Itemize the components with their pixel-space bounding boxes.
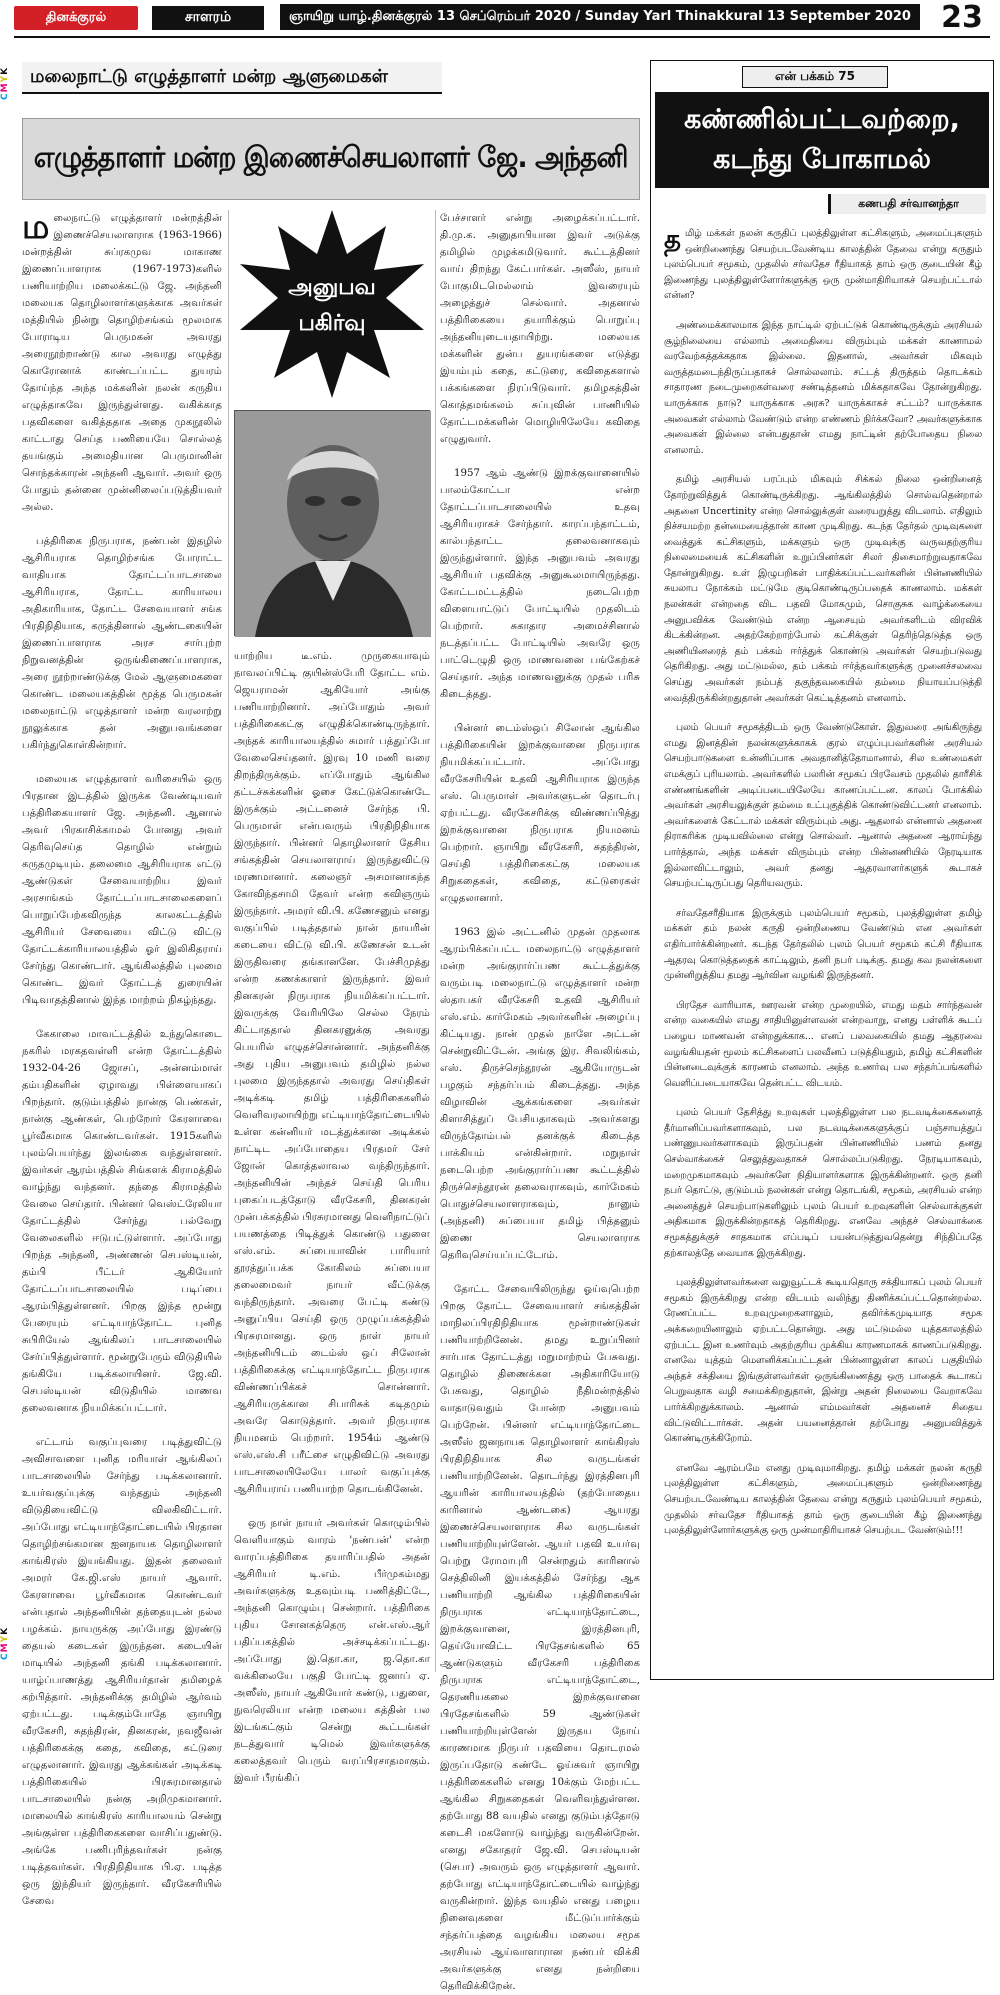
drop-cap: த bbox=[664, 225, 681, 255]
column-divider bbox=[435, 210, 436, 1672]
article-paragraph: மலையக எழுத்தாளர் வரிசையில் ஒரு பிரதான இடத்தில் இருக்க வேண்டியவர் பத்திரிகையாளர் ஜே. அந்தனி. ஆனால் அவர் பிரகாசிக்காமல் போனது அவர் தெரிவுசெய்த தொழில் என்றும் கருதமுடியும். தலைமை ஆசிரியராக எட்டு ஆண்டுகள் சேவையாற்றிய இவர் அரசாங்கம் தோட்டப்பாடசாலைகளைப் பொறுப்பேற்கவிருந்த காலகட்டத்தில் ஆசிரியர் சேவையை விட்டு விட்டு தோட்டக்காரியாலயத்தில் ஓர் இலிகிதராய் சேர்ந்து கொண்டார். ஆங்கிலத்தில் புலமை கொண்ட இவர் தோட்டத் துரையின் பிடிவாதத்தினால் இந்த மாற்றம் நிகழ்ந்தது. bbox=[22, 774, 222, 1006]
headline-box bbox=[22, 118, 640, 200]
column-paragraph: தமிழ் அரசியல் பரப்பும் மிகவும் சிக்கல் நிலை ஒன்றினைத் தோற்றுவித்துக் கொண்டிருக்கிறது. ஆங்கிலத்தில் சொல்வதென்றால் அதனை Uncertinity என்ற சொல்லுக்குள் வரையறுத்து விடலாம். எதிலும் நிச்சயமற்ற தன்மையைத்தான் காண முடிகிறது. கடந்த தேர்தல் முடிவுகளை வைத்துக் கட்சிகளும், மக்களும் ஒரு முடிவுக்கு வருவதற்குரிய நிலைமையைக் கட்சிகளின் உறுப்பினர்கள் சிலர் திசைமாற்றுவதாகவே தோன்றுகிறது. உள் இழுபறிகள் பாதிக்கப்பட்டவர்களின் பின்னணியில் சுயலாப நோக்கம் மட்டுமே குடிகொண்டிருப்பதைக் காணலாம். மக்கள் நலன்கள் என்றதை விட பதவி மோகமும், சொகுசுக வாழ்க்கையை அனுபவிக்க வேண்டும் என்ற ஆசையும் அவர்களிடம் விரவிக் கிடக்கின்றன. அதற்கேற்றாற்போல் கட்சிக்குள் தெரிந்தெடுத்த ஒரு அணியினரைத் தம் பக்கம் ஈர்த்துக் கொண்டு அவர்கள் செயற்படுவது தெரிகிறது. அது மட்டுமல்ல, தம் பக்கம் ஈர்த்தவர்களுக்கு முனைச்சலவை செய்து அவர்கள் நம்பத் தகுந்தவகையில் தம்மை நியாயப்படுத்தி வைத்திருக்கின்றதுதான் அவர்கள் கெட்டித்தனம் எனலாம். bbox=[664, 474, 982, 704]
column-series-tag: என் பக்கம் 75 bbox=[742, 66, 888, 88]
column-paragraph: புலம் பெயர் தேசித்து உறவுகள் புலத்திலுள்ள பல நடவடிக்கைகளைத் தீர்மானிப்பவர்களாகவும், பல நடவடிக்கைகளுக்குப் பஞ்சாயத்துப் பண்ணுபவர்களாகவும் இருப்பதன் பின்னணியில் பணம் தனது செல்வாக்கைச் செலுத்துவதாகச் சொல்லப்படுகிறது. நேரடியாகவும், மறைமுகமாகவும் அவர்களே நிதியாளர்களாக இருக்கின்றனர். ஒரு தனி நபர் தொட்டு, குடும்பம் நலன்கள் என்று தொடங்கி, சமூகம், அரசியல் என்ற அனைத்துச் செயற்பாடுகளிலும் புலம் பெயர் உறவுகளின் செல்வாக்குகள் அதிகமாக இருக்கின்றதாகத் தெரிகிறது. எனவே அந்தச் செல்வாக்கை சமூகத்துக்குச் சாதகமாக எப்படிப் பயன்படுத்துவதென்று சிந்திப்பதே தற்காலத்தே வையாக இருக்கிறது. bbox=[664, 1107, 982, 1259]
article-column-2 bbox=[234, 648, 430, 1784]
section-name: சாளரம் bbox=[152, 6, 264, 30]
article-paragraph: பத்திரிகை நிருபராக, நண்பன் இதழில் ஆசிரியராக தொழிற்சங்க போராட்ட வாதியாக தோட்டப்பாடசாலை ஆசிரியராக, தோட்ட காரியாலய அதிகாரியாக, தோட்ட சேவையாளர் சங்க பிரதிநிதியாக, கருத்தினால் ஆண்டகையின் இணைப்பாளராக அரச சார்புற்ற நிறுவனத்தின் ஒருங்கிணைப்பாளராக, அரை நூற்றாண்டுக்கு மேல் ஆளுமைகளை கொண்ட மலையகத்தின் மூத்த பெருமகன் மலைநாட்டு எழுத்தாளர் மன்ற வரலாற்று நூலுக்காக தன் அனுபவங்களை பகிர்ந்துகொள்கின்றார். bbox=[22, 536, 222, 751]
article-paragraph: பேச்சாளர் என்று அழைக்கப்பட்டார். தி.மு.க. அனுதாபியான இவர் அடுக்கு தமிழில் முழக்கமிடுவார். கூட்டத்தினர் வாய் திறந்து கேட்பார்கள். அஸீஸ், நாயர் போகுமிடமெல்லாம் இவரையும் அழைத்துச் செல்வார். அதனால் பத்திரிகையை தயாரிக்கும் பொறுப்பு அந்தனியுடையதாயிற்று. மலையக மக்களின் துன்ப துயரங்களை எடுத்து இயம்பும் கதை, கட்டுரை, கவிதைகளால் பக்கங்களை நிரப்பிடுவார். தமிழகத்தின் கொத்தமங்கலம் சுப்புவின் பாணியில் தோட்டமக்களின் மொழியிலேயே கவிதை எழுதுவார். bbox=[440, 213, 640, 445]
column-divider bbox=[228, 210, 229, 1672]
article-paragraph: ஒரு நாள் நாயர் அவர்கள் கொழும்பில் வெளியாகும் வாரம் 'நண்பன்' என்ற வாரப்பத்திரிகை தயாரிப்பதில் அதன் ஆசிரியர் டி.எம். பீர்முகம்மது அவர்களுக்கு உதவும்படி பணித்திட்டே, அந்தனி கொழும்பு சென்றார். பத்திரிகை புதிய சோனகத்தெரு என்.எஸ்.ஆர் பதிப்பகத்தில் அச்சடிக்கப்பட்டது. அப்போது இ.தொ.கா, ஜ.தொ.கா வக்கிலையே பகுதி போட்டி ஜனாப் ஏ. அஸீஸ், நாயர் ஆகியோர் கண்டு, பதுளை, நுவரெலியா என்ற மலைய கத்தின் பல இடங்கட்கும் சென்று கூட்டங்கள் நடத்துவார் டிமெல் இவர்களுக்கு கலைத்தவர் பெரும் வரப்பிரசாதமாகும். இவர் பீரங்கிப் bbox=[234, 1518, 430, 1784]
registration-marks-bottom: CMYK bbox=[0, 1626, 10, 1660]
badge-star-shape bbox=[240, 210, 424, 398]
drop-cap: ம bbox=[22, 207, 50, 247]
column-paragraph: அண்மைக்காலமாக இந்த நாட்டில் ஏற்பட்டுக் கொண்டிருக்கும் அரசியல் சூழ்நிலையை எல்லாம் அமைதியை விரும்பும் மக்கள் காணாமல் வரவேற்கத்தக்கதாக இல்லை. இதனால், அவர்கள் மிகவும் வருத்தமடைந்திருப்பதாகச் சொல்லலாம். சட்டத் திருத்தம் தொடக்கம் சாதாரண நடைமுறைகள்வரை சண்டித்தனம் மிக்கதாகவே தோன்றுகிறது. யாருக்காக நாடு? யாருக்காக அரசு? யாருக்காகச் சட்டம்? யாருக்காக அவைகள் எல்லாம் வேண்டும் என்ற எண்ணம் நிர்க்கவோ? அவர்களுக்காக அவைகள் இல்லை என்பதுதான் எமது நாட்டின் தற்போதைய நிலை எனலாம். bbox=[664, 319, 982, 456]
article-paragraph: தோட்ட சேவையிலிருந்து ஓய்வுபெற்ற பிறகு தோட்ட சேவையாளர் சங்கத்தின் மாநிலப்பிரதிநிதியாக மூன்றாண்டுகள் பணியாற்றினேன். தமது உறுப்பினர் சார்பாக தோட்டத்து மறுமாற்றம் பேசுவது. தொழில் திணைக்கள அதிகாரியோடு பேசுவது, தொழில் நீதிமன்றத்தில் வாதாடுவதும் போன்ற அனுபவம் பெற்றேன். பின்னர் எட்டியாந்தோட்டை அஸீஸ் ஜனநாயக தொழிலாளர் காங்கிரஸ் பிரதிநிதியாக சில வருடங்கள் பணியாற்றினேன். தொடர்ந்து இரத்தினபுரி ஆயரின் காரியாலயத்தில் (தற்போதைய காரினால் ஆண்டகை) ஆயரது இணைச்செயலாளராக சில வருடங்கள் பணியாற்றியுள்ளேன். ஆயர் பதவி உயர்வு பெற்று ரோமாபுரி சென்றதும் காரினால் செத்திலினி இயக்கத்தில் சேர்ந்து ஆக பணியாற்றி ஆங்கில பத்திரிகையின் நிருபராக எட்டியாந்தோட்டை, இறக்குவானை, இரத்தினபுரி, தெய்யோவிட்ட பிரதேசங்களில் 65 ஆண்டுகளும் வீரகேசரி பத்திரிகை நிருபராக எட்டியாந்தோட்டை, தெரணியகலை இறக்குவானை பிரதேசங்களில் 59 ஆண்டுகள் பணியாற்றியுள்ளேன் இருதய நோய் காரணமாக நிருபர் பதவியை தொடரமல் இருப்பதோடு கண்டே ஓய்சுவர் ஞாயிறு பத்திரிகைகளில் எனது 10க்கும் மேற்பட்ட ஆங்கில சிறுகதைகள் வெளிவந்துள்ளன. தற்போது 88 வயதில் எனது குடும்பத்தோடு கடைசி மகளோடு வாழ்ந்து வருகின்றேன். எனது சகோதரர் ஜே.வி. செபஸ்டியன் (செபா) அவரும் ஒரு எழுத்தாளர் ஆவார். தற்போது எட்டியாந்தோட்டையில் வாழ்ந்து வருகின்றார். இந்த வயதில் எனது பழைய நினைவுகளை மீட்டுப்பார்க்கும் சந்தர்ப்பத்தை வழங்கிய மலைய சமூக அரசியல் ஆய்வாளாரான நண்பர் விக்கி அவர்களுக்கு எனது நன்றியை தெரிவிக்கிறேன். bbox=[440, 1284, 640, 1992]
column-headline-line-2: கடந்து போகாமல் bbox=[713, 144, 931, 175]
article-paragraph: பின்னர் டைம்ஸ்ஒப் சிலோன் ஆங்கில பத்திரிகையின் இறக்குவானை நிருபராக நியமிக்கப்பட்டார். அப்போது வீரகேசரியின் உதவி ஆசிரியராக இருந்த எஸ். பெருமாள் அவர்களுடன் தொடர்பு ஏற்பட்டது. வீரகேசரிக்கு விண்ணப்பித்து இறக்குவானை நிருபராக நியமனம் பெற்றார். ஞாயிறு வீரகேசரி, சுதந்திரன், செய்தி பத்திரிகைகட்கு மலையக சிறுகதைகள், கவிதை, கட்டுரைகள் எழுதலானார். bbox=[440, 723, 640, 904]
portrait-photo bbox=[234, 410, 430, 636]
author-byline: கணபதி சர்வானந்தா bbox=[828, 194, 986, 214]
column-headline-box bbox=[655, 92, 989, 188]
column-paragraph: புலம் பெயர் சமூகத்திடம் ஒரு வேண்டுகோள். இதுவரை அங்கிருந்து எமது இனத்தின் நலன்களுக்காகக் குரல் எழுப்புபவர்களின் அரசியல் செயற்பாடுகளை உன்னிப்பாக அவதானித்தோமானால், சில உண்மைகள் எமக்குப் புரியலாம். அவர்களில் பலரின் சமூகப் பிரவேசம் முதலில் தாரீசிக் எண்ணங்களின் அடிப்படையிலேயே காணப்பட்டன. காலப் போக்கில் அவர்கள் அரசியலுக்குள் தம்மை உட்புகுத்திக் கொண்டுவிட்டனர் எனலாம். அவர்களைக் கேட்டால் மக்கள் விரும்பும் அது. ஆதலால் என்னால் அதனை நிராகரிக்க முடியவில்லை என்று சொல்வர். ஆனால் அதனை ஆராய்ந்து பார்த்தால், அந்த மக்கள் விரும்பும் என்ற பின்னணியில் நேரடியாக இல்லாவிட்டாலும், அவர் தனது ஆதரவாளர்களுக் கூடாகச் செயற்பட்டிருப்பது தெரியவரும். bbox=[664, 722, 982, 890]
article-headline: எழுத்தாளர் மன்ற இணைச்செயலாளர் ஜே. அந்தனி bbox=[34, 140, 628, 174]
article-paragraph: எட்டாம் வகுப்புவரை படித்துவிட்டு அவிசாவளை புனித மரியாள் ஆங்கிலப் பாடசாலையில் சேர்ந்து படிக்கலானார். உயர்வகுப்புக்கு வந்ததும் அந்தனி விடுதியைவிட்டு விலகிவிட்டார். அப்போது எட்டியாந்தோட்டையில் பிரதான தொழிற்சங்கமான ஐனநாயக தொழிலாளர் காங்கிரஸ் இயங்கியது. இதன் தலைவர் அமரர் கே.ஜி.எஸ் நாயர் ஆவார். கேரளாவை பூர்வீகமாக கொண்டவர் என்பதால் அந்தனியின் தந்தையுடன் நல்ல பழக்கம். நாயருக்கு அப்போது இரண்டு தையல் கடைகள் இருந்தன. கடையின் மாடியில் அந்தனி தங்கி படிக்கலானார். யாழ்ப்பாணத்து ஆசிரியர்தான் தமிழைக் கற்பித்தார். அந்தனிக்கு தமிழில் ஆர்வம் ஏற்பட்டது. படிக்கும்போதே ஞாயிறு வீரகேசரி, சுதந்திரன், தினகரன், நவஜீவன் பத்திரிகைக்கு கதை, கவிதை, கட்டுரை எழுதலானார். இவரது ஆக்கங்கள் அடிக்கடி பத்திரிகையில் பிரசுரமானதால் பாடசாலையில் நன்கு அறிமுகமானார். மாலையில் காங்கிரஸ் காரியாலயம் சென்று அங்குள்ள பத்திரிகைகளை வாசிப்பதுண்டு. அங்கே பணிபுரிந்தவர்கள் நன்கு படித்தவர்கள். பிரதிநிதியாக பி.ஏ. படித்த ஒரு இந்தியர் இருந்தார். வீரகேசரியில் சேவை bbox=[22, 1437, 222, 1907]
experience-sharing-badge bbox=[234, 206, 430, 402]
article-paragraph: 1957 ஆம் ஆண்டு இறக்குவானையில் பாலம்கோட்டா என்ற தோட்டப்பாடசாலையில் உதவு ஆசிரியராகச் சேர்ந்தார். காரப்பந்தாட்டம், கால்பந்தாட்ட தலைவனாகவும் இருந்துள்ளார். இந்த அனுபவம் அவரது ஆசிரியர் பதவிக்கு அனுகூலமாயிருந்தது. கோட்டமட்டத்தில் நடைபெற்ற விளையாட்டுப் போட்டியில் முதலிடம் பெற்றார். சுகாதார அமைச்சினால் நடத்தப்பட்ட போட்டியில் அவரே ஒரு பாட்டெழுதி ஒரு மாணவனை பங்கேற்கச் செய்தார். அந்த மாணவனுக்கு முதல் பரிசு கிடைத்தது. bbox=[440, 468, 640, 700]
page-header bbox=[0, 0, 1000, 56]
registration-marks-top: CMYK bbox=[0, 66, 10, 100]
article-paragraph bbox=[22, 207, 222, 516]
header-rule bbox=[14, 36, 990, 38]
column-paragraph: பிரதேச வாரியாக, ஊரவன் என்ற முறையில், எமது மதம் சார்ந்தவன் என்ற வகையில் எமது சாதியினுள்ளவன் என்றவாறு, எனது பள்ளிக் கூடப் பழைய மாணவன் என்றதுக்காக... எனப் பலவகையில் தமது ஆதரவை வழங்கியதன் மூலம் கட்சிகளைப் பலவீனப் படுத்தியதும், தமிழ் கட்சிகளின் பின்னடைவுக்குக் காரணம் எனலாம். அந்த உணர்வு பல சந்தர்ப்பங்களில் வெளிப்படையாகவே தென்பட்ட விடயம். bbox=[664, 999, 982, 1089]
badge-line-2: பகிர்வு bbox=[298, 311, 366, 336]
article-paragraph: கேகாலை மாவட்டத்தில் உந்துகொடை நகரில் மரகதவள்ளி என்ற தோட்டத்தில் 1932-04-26 ஜோசப், அன்னம்மாள் தம்பதிகளின் ஏழாவது பிள்ளையாகப் பிறந்தார். குடும்பத்தில் நான்கு பெண்கள், நான்கு ஆண்கள், பெற்றோர் கேரளாவை பூர்வீகமாக கொண்டவர்கள். 1915களில் புலம்பெயர்ந்து இலங்கை வந்துள்ளனர். இவர்கள் ஆரம்பத்தில் சிங்களக் கிராமத்தில் வாழ்ந்து வந்தனர். தந்தை கிராமத்தில் வேலை செய்தார். பின்னர் வெஸ்ட்ரேலியா தோட்டத்தில் சேர்ந்து பல்வேறு வேலைகளில் ஈடுபட்டுள்ளார். அப்போது பிறந்த அந்தனி, அண்ணன் செபஸ்டியன், தம்பி பீட்டர் ஆகியோர் தோட்டப்பாடசாலையில் படிப்பை ஆரம்பித்துள்ளனர். பிறகு இந்த மூன்று பேரையும் எட்டியாந்தோட்ட புனித சுபிரியேல் ஆங்கிலப் பாடசாலையில் சேர்ப்பித்துள்ளார். மூன்றுபேரும் விடுதியில் தங்கியே படிக்கலாயினர். ஜே.வி. செபஸ்டியன் விடுதியில் மாணவ தலைவனாக நியமிக்கப்பட்டார். bbox=[22, 1029, 222, 1414]
article-column-1 bbox=[22, 207, 222, 1907]
column-paragraph: சர்வதேசரீதியாக இருக்கும் புலம்பெயர் சமூகம், புலத்திலுள்ள தமிழ் மக்கள் தம் நலன் கருதி ஒன்றிணைய வேண்டும் என அவர்கள் எதிர்பார்க்கின்றனர். கடந்த தேர்தலில் புலம் பெயர் சமூகம் கட்சி ரீதியாக ஆதரவு கொடுத்ததைக் காட்டிலும், தனி நபர் படிக்கு. தமது கவ நலன்களை முன்னிறுத்திய தமது ஆர்வின வழங்கி இருந்தனர். bbox=[664, 907, 982, 982]
article-kicker: மலைநாட்டு எழுத்தாளர் மன்ற ஆளுமைகள் bbox=[22, 62, 442, 94]
badge-line-1: அனுபவ bbox=[288, 275, 376, 300]
paragraph-text: லைநாட்டு எழுத்தாளர் மன்றத்தின் இணைச்செயலாளராக (1963-1966) மன்றத்தின் சுப்ரகமுவ மாகாண இணைப்பாளராக (1967-1973)களில் பணியாற்றிய மலைக்கட்டு ஜே. அந்தனி மலையக தொழிலாளர்களுக்காக அவர்கள் மத்தியில் நின்று தொழிற்சங்கம் மூலமாக போராடிய பெருமகன் அவரது அரைநூற்றாண்டு கால அவரது எழுத்து கொரோனாக் காண்டப்பட்ட துயரம் தோய்ந்த அந்த மக்களின் நலன் கருதிய எழுத்தாகவே இருந்துள்ளது. வகிக்காத பதவிகளை வகித்ததாக அதை முகநூலில் காட்டாது செய்த பணியையே சொல்லத் தயங்கும் அமைதியான பெருமானின் சொந்தக்காரன் அந்தனி ஆவார். அவர் ஒரு போதும் தன்னை முன்னிலைப்படுத்தியவர் அல்ல. bbox=[22, 213, 222, 513]
article-paragraph: யாற்றிய டீ.எம். முருகையாவும் நாவலப்பிட்டி குயின்ஸ்பேரி தோட்ட எம். ஜெயராமன் ஆகியோர் அங்கு பணியாற்றினார். அப்போதும் அவர் பத்திரிகைகட்கு எழுதிக்கொண்டிருந்தார். அந்தக் காரியாலயத்தில் சுமார் பத்துப்போ வேலைசெய்தனர். இரவு 10 மணி வரை திறந்திருக்கும். எப்போதும் ஆங்கில தட்டச்சுக்களின் ஓசை கேட்டுக்கொண்டே இருக்கும் அட்டனைச் சேர்ந்த பி. பெருமாள் என்பவரும் பிரதிநிதியாக இருந்தார். பின்னர் தொழிலாளர் தேசிய சங்கத்தின் செயலாளராய் இருந்துவிட்டு மரணமானார். கலைஞர் அசமானாகந்த கோவிந்தசாமி தேவர் என்ற கவிஞரும் இருந்தார். அமரர் வி.பி. கணேசனும் எனது வகுப்பில் படித்ததால் நான் நாயரின் கடையை விட்டு வி.பி. கணேசன் உடன் இருதிவரை தங்கானனே. பேச்சிமுத்து என்ற கணக்காளர் இருந்தார். இவர் தினகரன் நிருபராக நியமிக்கப்பட்டார். இவருக்கு வேரியிலே செல்ல நேரம் கிட்டாததால் தினகரனுக்கு அவரது பெயரில் எழுதச்சொன்னார். அந்தனிக்கு அது புதிய அனுபவம் தமிழில் நல்ல புலமை இருந்ததால் அவரது செய்திகள் அடிக்கடி தமிழ் பத்திரிகைகளில் வெளிவரலாயிற்று எட்டியாந்தோட்டையில் உள்ள கன்னியர் மடத்துக்கான அடிக்கல் நாட்டிட அப்போதைய பிரதமர் சேர் ஜோன் கொத்தலாவல வந்திருந்தார். அந்தனியின் அந்தச் செய்தி பெரிய புகைப்படத்தோடு வீரகேசரி, தினகரன் முன்பக்கத்தில் பிரசுரமானது வெளிநாட்டுப் பயணத்தை பிடித்துக் கொண்டு பதுளை எஸ்.எம். சுப்பையாவின் பாரியார் தூரத்துப்பக்க கோகிலம் சுப்பையா தலைமைவர் நாயர் வீட்டுக்கு வந்திருந்தார். அவரை பேட்டி கண்டு அனுப்பிய செய்தி ஒரு முழுப்பக்கத்தில் பிரசுரமானது. ஒரு நாள் நாயர் அந்தனியிடம் டைம்ஸ் ஒப் சிலோன் பத்திரிகைக்கு எட்டியாந்தோட்ட நிருபராக விண்ணப்பிக்கச் சொன்னார். ஆசிரியருக்கான சிபாரிசுக் கடிதமும் அவரே கொடுத்தார். அவர் நிருபராக நியமனம் பெற்றார். 1954ம் ஆண்டு எஸ்.எஸ்.சி பரீட்சை எழுதிவிட்டு அவரது பாடசாலையிலேயே பாலர் வகுப்புக்கு ஆசிரியராய் பணியாற்ற தொடங்கினேன். bbox=[234, 651, 430, 1495]
column-paragraph bbox=[664, 226, 982, 304]
newspaper-logo: தினக்குரல் bbox=[14, 6, 138, 30]
column-body bbox=[664, 226, 982, 1672]
column-paragraph: எனவே ஆரம்பமே எனது முடிவுமாகிறது. தமிழ் மக்கள் நலன் கருதி புலத்திலுள்ள கட்சிகளும், அமைப்புகளும் ஒன்றிணைந்து செயற்படவேண்டிய காலத்தின் தேவை என்று கருதும் புலம்பெயர் சமூகம், முதலில் சர்வதேச ரீதியாகத் தாம் ஒரு குடையின் கீழ் இணைந்து புலத்திலுள்ளோர்களுக்கு ஒரு முன்மாதிரியாகச் செயற்பட வேண்டும்!!! bbox=[664, 1462, 982, 1537]
article-paragraph: 1963 இல் அட்டனில் முதன் முதலாக ஆரம்பிக்கப்பட்ட மலைநாட்டு எழுத்தாளர் மன்ற அங்குரார்ப்பண கூட்டத்துக்கு வரும்படி மலைநாட்டு எழுத்தாளர் மன்ற ஸ்தாபகர் வீரகேசரி உதவி ஆசிரியர் எஸ்.எம். கார்மேகம் அவர்களின் அழைப்பு கிட்டியது. நான் முதல் நாளே அட்டன் சென்றுவிட்டேன். அங்கு இர. சிவலிங்கம், எஸ். திருச்செந்தூரன் ஆகியோருடன் பழகும் சந்தர்ப்பம் கிடைத்தது. அந்த விழாவின் ஆக்கங்களை அவர்கள் கிளாசித்துப் பேசியதாகவும் அவர்களது விருந்தோம்பல் தனக்குக் கிடைத்த பாக்கியம் என்கின்றார். மறுநாள் நடைபெற்ற அங்குரார்ப்பண கூட்டத்தில் திருச்செந்தூரன் தலைவராகவும், கார்மேகம் பொதுச்செயலாளராகவும், நானும் (அந்தனி) சுப்பையா தமிழ் பித்தனும் இணை செயலாளராக தெரிவுசெய்யப்பட்டோம். bbox=[440, 927, 640, 1261]
page-number: 23 bbox=[941, 0, 983, 35]
column-headline-line-1: கண்ணில்பட்டவற்றை, bbox=[684, 104, 960, 135]
paragraph-text: மிழ் மக்கள் நலன் கருதிப் புலத்திலுள்ள கட்சிகளும், அமைப்புகளும் ஒன்றிணைந்து செயற்படவேண்டிய காலத்தின் தேவை என்று கருதும் புலம்பெயர் சமூகம், முதலில் சர்வதேச ரீதியாகத் தாம் ஒரு குடையின் கீழ் இணைந்து புலத்திலுள்ளோர்களுக்கு ஒரு முன்மாதிரியாகச் செயற்பட்டால் என்ன? bbox=[664, 228, 982, 302]
column-paragraph: புலத்திலுள்ளவர்களை வலுவூட்டக் கூடியதொரு சக்தியாகப் புலம் பெயர் சமூகம் இருக்கிறது என்ற விடயம் வலிந்து திணிக்கப்பட்டதொன்றல்ல. ரேணப்பட்ட உறவுமுறைகளாலும், தவிர்க்கமுடியாத சமூக அக்கறையினாலும் ஏற்பட்டதொன்று. அது மட்டுமல்ல யுத்தகாலத்தில் ஏற்பட்ட இன உணர்வும் அதற்குரிய முக்கிய காரணமாகக் காணப்படுகிறது. எனவே யுத்தம் மௌனிக்கப்பட்டதன் பின்னாலுள்ள காலப் பகுதியில் அந்தச் சக்தியை இங்குள்ளவர்கள் ஒருங்கிணைத்து ஒரு பாதைக் கூடாகப் பெறுவதாக வழி சமைக்கிறதுதான், இன்று அதன் நிலையை வேறாகவே பார்க்கிறதுக்காலம். ஆனால் எம்மவர்கள் அதனைச் சிதைய விட்டுவிட்டார்கள். அதன் பயனைத்தான் தற்போது அனுபவித்துக் கொண்டிருக்கிறோம். bbox=[664, 1277, 982, 1445]
dateline: ஞாயிறு யாழ்.தினக்குரல் 13 செப்ரெம்பர் 2020 / Sunday Yarl Thinakkural 13 September 2020 bbox=[280, 4, 920, 30]
article-column-3 bbox=[440, 210, 640, 1992]
portrait-illustration bbox=[235, 411, 431, 637]
